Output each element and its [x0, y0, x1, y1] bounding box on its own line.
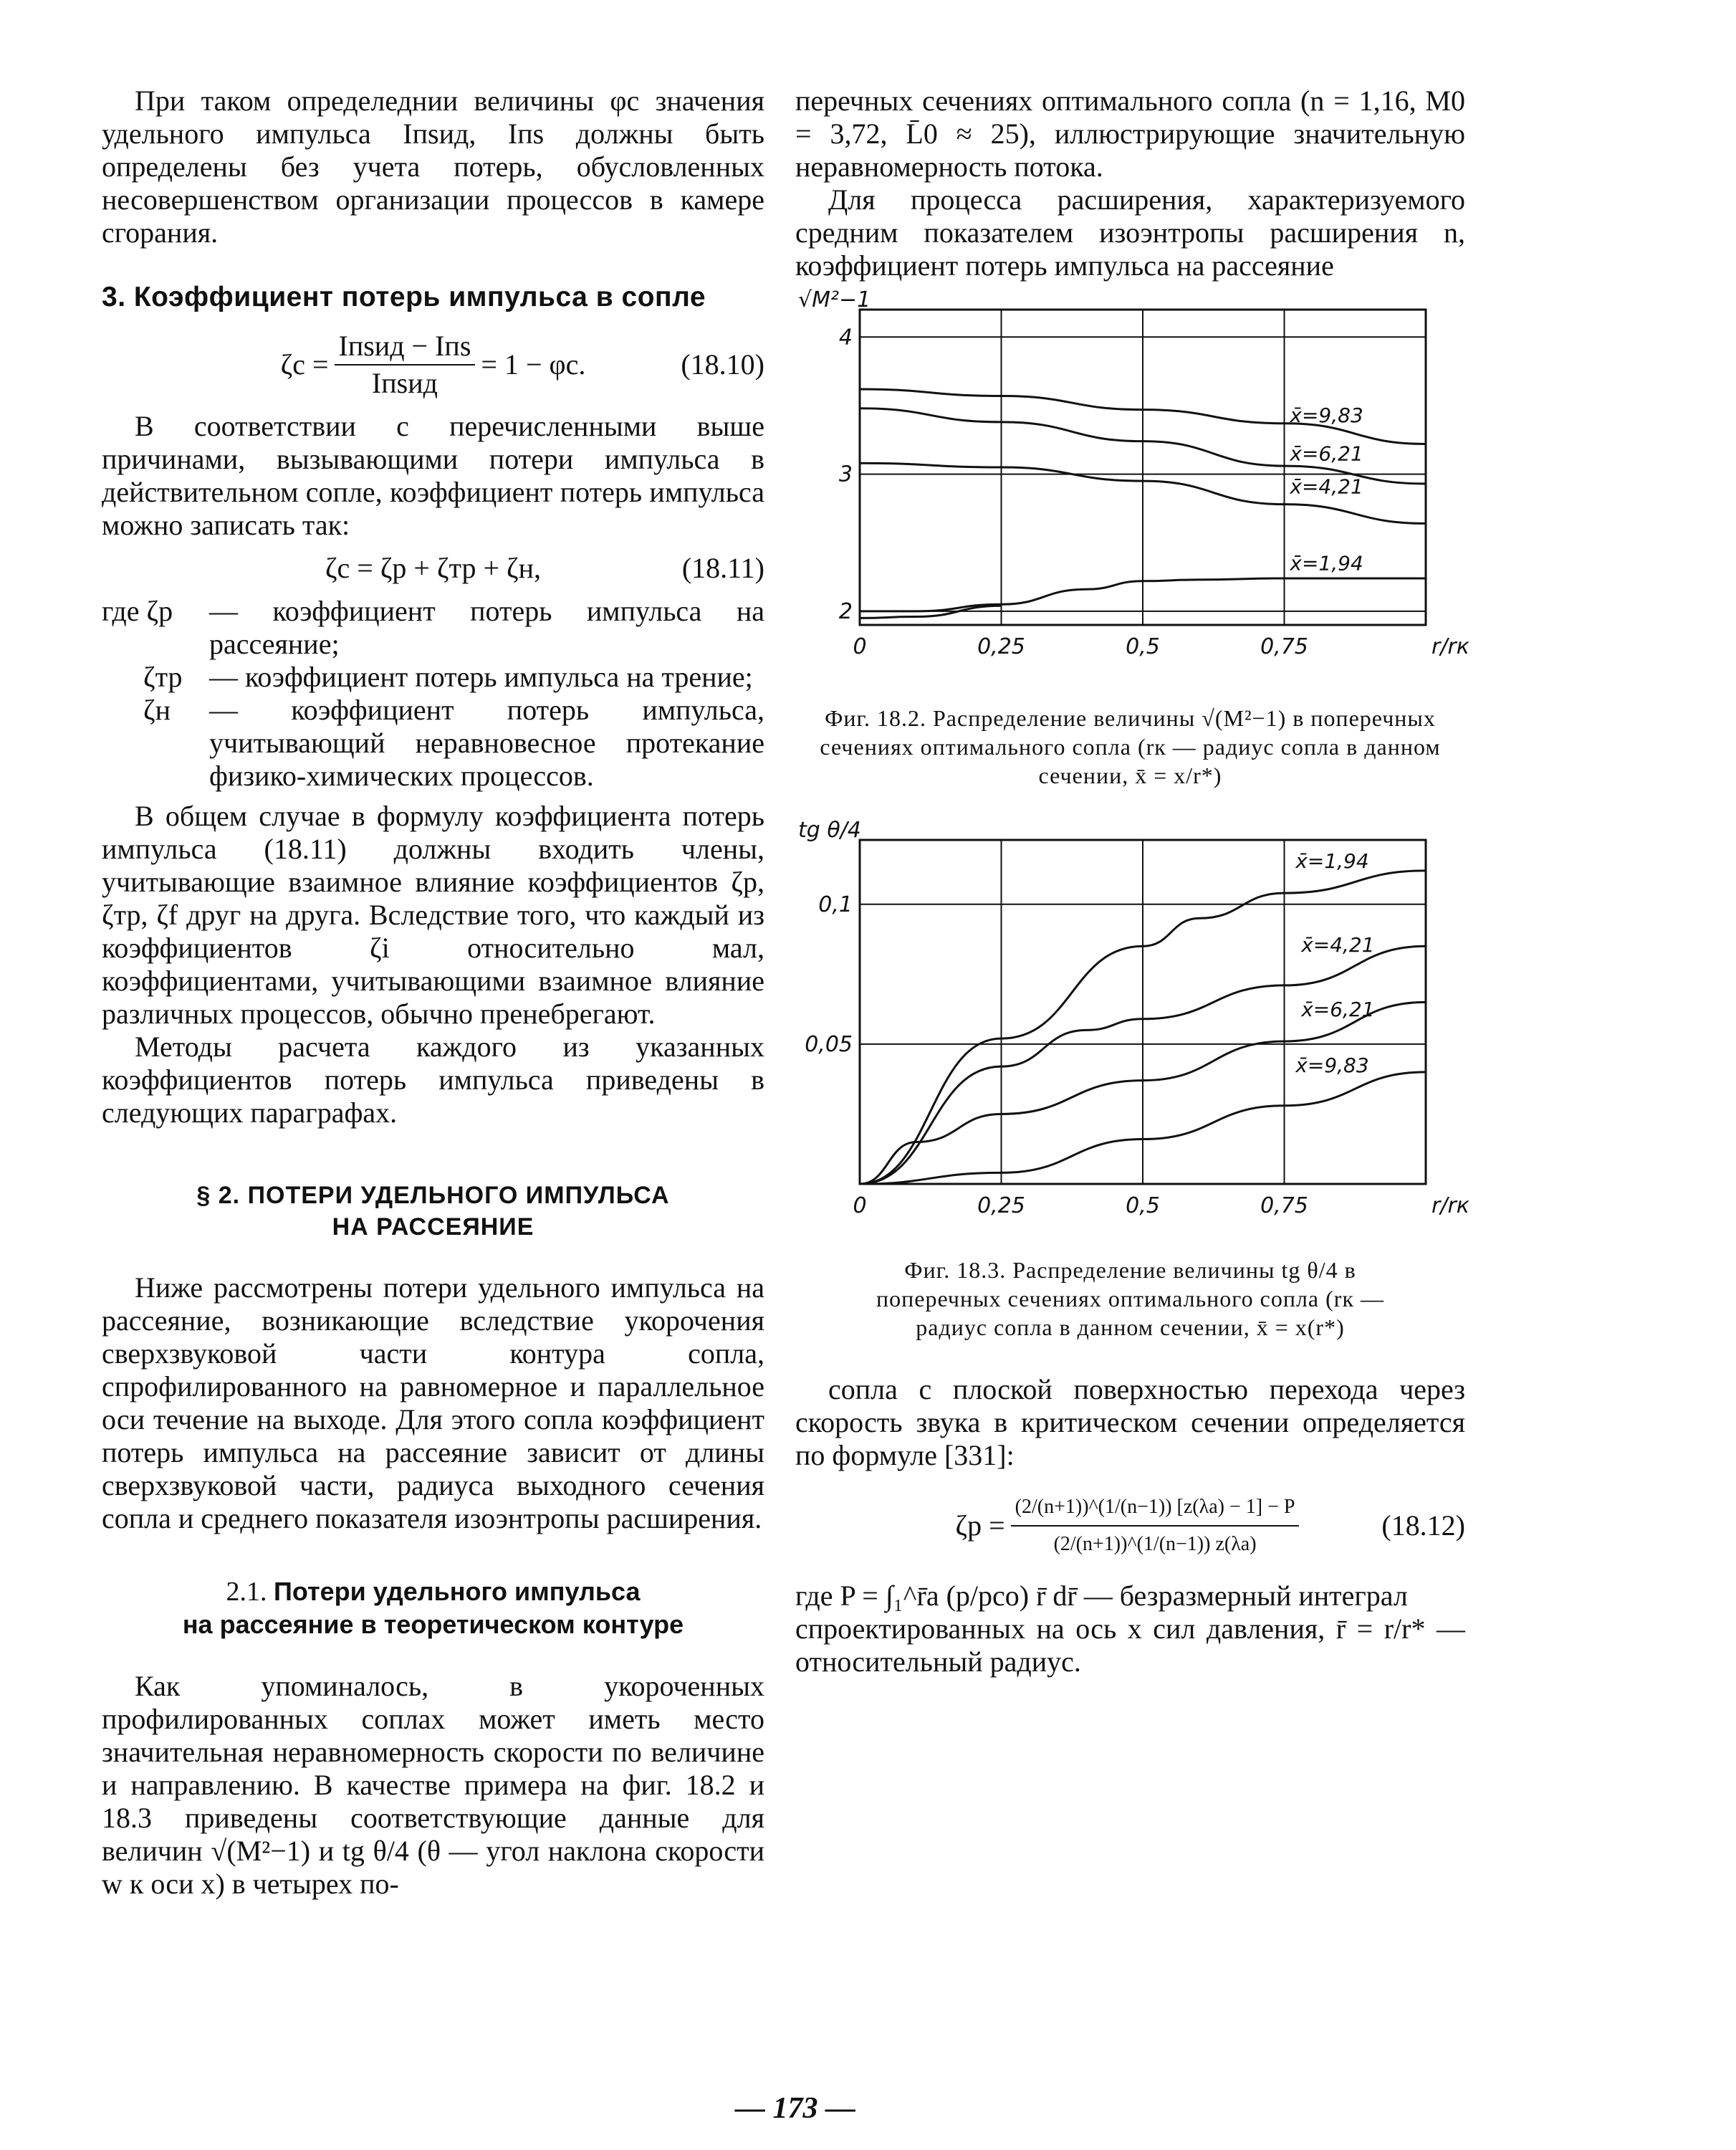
chart-18-3 [795, 818, 1469, 1248]
paragraph: Для процесса расширения, характеризуемого средним показателем изоэнтропы расширения n, коэффициент потерь импульса на рассеяние [795, 183, 1465, 282]
y-tick-label: 0,1 [818, 892, 853, 917]
definition-symbol: ζн [143, 694, 171, 726]
formula-numerator: Iпsид − Iпs [335, 330, 476, 366]
x-tick-label: 0 [853, 634, 867, 659]
x-axis-label: r/rк [1432, 1193, 1469, 1218]
paragraph: В соответствии с перечисленными выше причинами, вызывающими потери импульса в действительном сопле, коэффициент потерь импульса можно записать так: [102, 410, 764, 541]
paragraph: спроектированных на ось x сил давления, r̄ = r/r* — относительный радиус. [795, 1612, 1465, 1678]
chart-18-2 [795, 287, 1469, 697]
formula-left: ζр = [955, 1509, 1005, 1542]
definition-item [102, 661, 764, 694]
x-tick-label: 0,75 [1260, 634, 1308, 659]
y-tick-label: 3 [838, 462, 853, 487]
definition-item [102, 595, 764, 661]
series-label: x̄=1,94 [1290, 551, 1363, 575]
definition-text: — коэффициент потерь импульса, учитывающий неравновесное протекание физико-химических процессов. [209, 694, 764, 792]
x-tick-label: 0 [853, 1193, 867, 1218]
formula-18-11 [102, 552, 764, 585]
x-axis-label: r/rк [1432, 634, 1469, 659]
chapter-section-heading [102, 1180, 764, 1243]
equation-number: (18.11) [681, 552, 764, 584]
definition-symbol: где ζр [102, 595, 173, 627]
series-label: x̄=9,83 [1290, 403, 1363, 427]
formula-fraction [335, 330, 476, 400]
figure-18-2 [795, 287, 1469, 790]
definition-symbol: ζтр [143, 661, 183, 693]
formula-fraction [1011, 1491, 1300, 1561]
x-tick-label: 0,75 [1260, 1193, 1308, 1218]
series-label: x̄=6,21 [1301, 997, 1375, 1021]
heading-line: НА РАССЕЯНИЕ [332, 1213, 534, 1241]
right-column [795, 85, 1469, 1678]
y-axis-label: tg θ/4 [798, 818, 861, 843]
paragraph: где P = ∫₁^r̄а (p/pсо) r̄ dr̄ — безразмерный интеграл [795, 1580, 1408, 1612]
equation-number: (18.10) [681, 348, 764, 381]
formula-body: ζс = ζр + ζтр + ζн, [325, 552, 542, 584]
paragraph: перечных сечениях оптимального сопла (n = 1,16, M0 = 3,72, L̄0 ≈ 25), иллюстрирующие значительную неравномерность потока. [795, 85, 1465, 183]
series-label: x̄=1,94 [1295, 849, 1369, 874]
x-tick-label: 0,5 [1126, 1193, 1160, 1218]
x-tick-label: 0,25 [977, 634, 1025, 659]
formula-right: = 1 − φс. [481, 348, 586, 381]
series-label: x̄=4,21 [1290, 474, 1363, 499]
subsection-title-line: Потери удельного импульса [273, 1577, 641, 1606]
formula-18-10 [102, 330, 764, 400]
x-tick-label: 0,5 [1126, 634, 1160, 659]
subsection-heading [102, 1575, 764, 1641]
formula-numerator: (2/(n+1))^(1/(n−1)) [z(λа) − 1] − P [1011, 1491, 1300, 1526]
figure-caption: Фиг. 18.2. Распределение величины √(M²−1) в поперечных сечениях оптимального сопла (rк — радиус сопла в данном сечении, x̄ = x/r*) [820, 705, 1441, 788]
figure-18-3 [795, 818, 1469, 1342]
paragraph: сопла с плоской поверхностью перехода через скорость звука в критическом сечении определяется по формуле [331]: [795, 1373, 1465, 1471]
paragraph: При таком определеднии величины φс значения удельного импульса Iпsид, Iпs должны быть определены без учета потерь, обусловленных несовершенством организации процессов в камере сгорания. [102, 85, 764, 249]
formula-denominator: (2/(n+1))^(1/(n−1)) z(λа) [1053, 1533, 1257, 1555]
formula-left: ζс = [280, 348, 329, 381]
y-tick-label: 2 [838, 598, 853, 624]
figure-caption: Фиг. 18.3. Распределение величины tg θ/4 в поперечных сечениях оптимального сопла (rк — радиус сопла в данном сечении, x̄ = x(r*) [876, 1257, 1384, 1340]
formula-denominator: Iпsид [371, 367, 438, 399]
subsection-title-line: на рассеяние в теоретическом контуре [182, 1610, 684, 1639]
series-label: x̄=9,83 [1295, 1053, 1369, 1077]
y-axis-label: √M²−1 [798, 287, 871, 312]
y-tick-label: 4 [838, 325, 853, 350]
left-column [102, 85, 764, 1901]
paragraph: Ниже рассмотрены потери удельного импульса на рассеяние, возникающие вследствие укорочения сверхзвуковой части контура сопла, спрофилированного на равномерное и параллельное оси течение на выходе. Для этого сопла коэффициент потерь импульса на рассеяние зависит от длины сверхзвуковой части, радиуса выходного сечения сопла и среднего показателя изоэнтропы расширения. [102, 1271, 764, 1534]
definition-item [102, 694, 764, 793]
paragraph: В общем случае в формулу коэффициента потерь импульса (18.11) должны входить члены, учитывающие взаимное влияние коэффициентов ζр, ζтр, ζf друг на друга. Вследствие того, что каждый из коэффициентов ζi относительно мал, коэффициентами, учитывающими взаимное влияние различных процессов, обычно пренебрегают. [102, 800, 764, 1030]
paragraph: Как упоминалось, в укороченных профилированных соплах может иметь место значительная неравномерность скорости по величине и направлению. В качестве примера на фиг. 18.2 и 18.3 приведены соответствующие данные для величин √(M²−1) и tg θ/4 (θ — угол наклона скорости w к оси x) в четырех по- [102, 1670, 764, 1900]
definition-text: — коэффициент потерь импульса на рассеяние; [209, 595, 764, 660]
section-heading: 3. Коэффициент потерь импульса в сопле [102, 282, 706, 312]
formula-18-12 [795, 1491, 1465, 1561]
definition-text: — коэффициент потерь импульса на трение; [209, 661, 753, 693]
page-number: — 173 — [735, 2092, 855, 2125]
y-tick-label: 0,05 [805, 1031, 853, 1057]
series-label: x̄=4,21 [1301, 933, 1375, 957]
definition-list [102, 595, 764, 793]
heading-line: § 2. ПОТЕРИ УДЕЛЬНОГО ИМПУЛЬСА [196, 1182, 670, 1209]
paragraph: Методы расчета каждого из указанных коэффициентов потерь импульса приведены в следующих параграфах. [102, 1031, 764, 1129]
equation-number: (18.12) [1381, 1509, 1465, 1542]
x-tick-label: 0,25 [977, 1193, 1025, 1218]
series-label: x̄=6,21 [1290, 441, 1363, 466]
subsection-number: 2.1. [226, 1577, 267, 1607]
